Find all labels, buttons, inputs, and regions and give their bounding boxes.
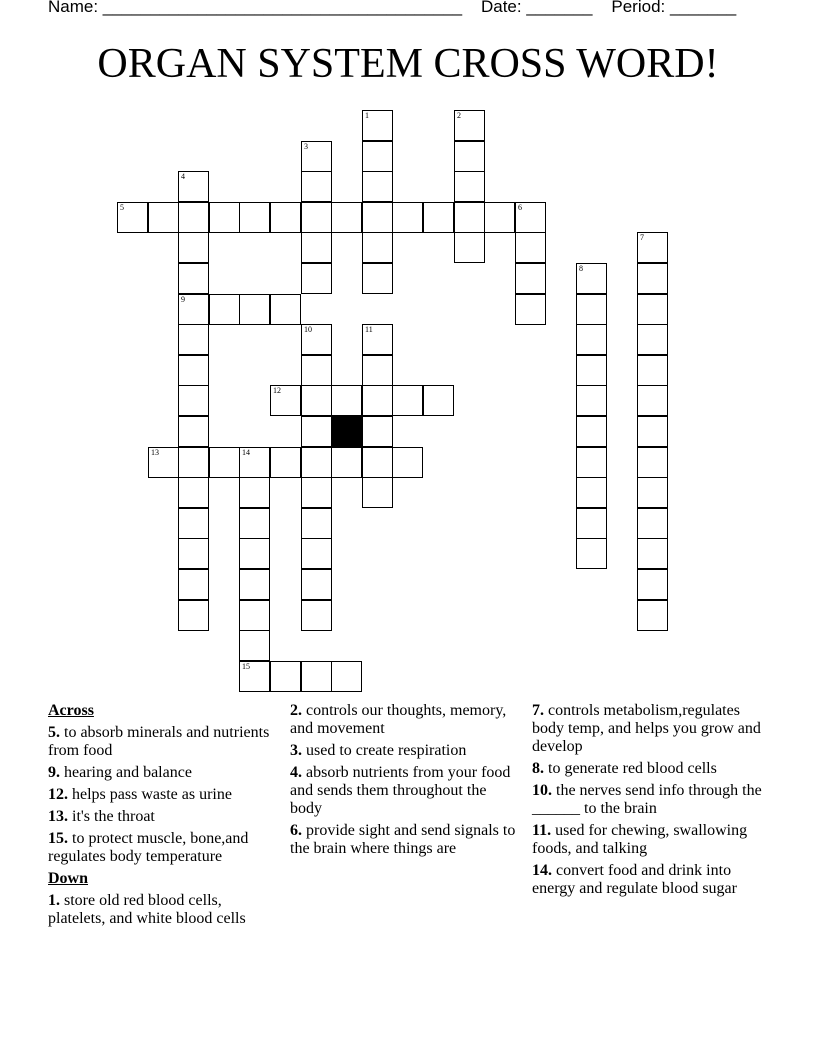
grid-cell[interactable] xyxy=(301,477,332,508)
clue-number-label: 5 xyxy=(120,203,124,212)
grid-cell[interactable] xyxy=(239,569,270,600)
grid-cell[interactable] xyxy=(178,324,209,355)
grid-cell[interactable] xyxy=(454,171,485,202)
grid-cell[interactable] xyxy=(178,294,209,325)
grid-cell[interactable] xyxy=(392,385,423,416)
clue-number-label: 2 xyxy=(457,111,461,120)
grid-cell[interactable] xyxy=(637,447,668,478)
grid-cell[interactable] xyxy=(423,202,454,233)
grid-cell[interactable] xyxy=(576,477,607,508)
clue-across-9 xyxy=(48,764,280,782)
grid-cell[interactable] xyxy=(239,600,270,631)
clue-text: absorb nutrients from your food and sends them throughout the body xyxy=(290,764,511,817)
clue-number: 15. xyxy=(48,830,68,847)
grid-cell[interactable] xyxy=(301,569,332,600)
grid-cell[interactable] xyxy=(331,447,362,478)
grid-cell[interactable] xyxy=(362,110,393,141)
grid-cell[interactable] xyxy=(301,661,332,692)
grid-cell[interactable] xyxy=(178,355,209,386)
clue-number-label: 10 xyxy=(304,325,312,334)
down-heading: Down xyxy=(48,870,89,887)
clue-text: helps pass waste as urine xyxy=(72,786,232,803)
grid-cell[interactable] xyxy=(270,661,301,692)
grid-cell[interactable] xyxy=(178,171,209,202)
grid-cell[interactable] xyxy=(301,232,332,263)
grid-cell[interactable] xyxy=(270,385,301,416)
grid-cell[interactable] xyxy=(454,110,485,141)
grid-cell[interactable] xyxy=(209,202,240,233)
clue-text: used for chewing, swallowing foods, and talking xyxy=(532,822,748,857)
grid-cell[interactable] xyxy=(178,447,209,478)
across-heading: Across xyxy=(48,702,94,719)
grid-cell[interactable] xyxy=(301,385,332,416)
clue-number: 11. xyxy=(532,822,552,839)
grid-cell[interactable] xyxy=(239,538,270,569)
grid-cell[interactable] xyxy=(239,477,270,508)
clue-column-2 xyxy=(290,702,522,862)
clue-number-label: 8 xyxy=(579,264,583,273)
grid-cell[interactable] xyxy=(148,447,179,478)
grid-cell[interactable] xyxy=(362,232,393,263)
clue-down-4 xyxy=(290,764,522,818)
grid-cell[interactable] xyxy=(178,600,209,631)
grid-cell[interactable] xyxy=(637,538,668,569)
grid-cell[interactable] xyxy=(239,630,270,661)
grid-cell[interactable] xyxy=(362,355,393,386)
clue-down-6 xyxy=(290,822,522,858)
clue-across-12 xyxy=(48,786,280,804)
clue-number: 13. xyxy=(48,808,68,825)
grid-cell[interactable] xyxy=(637,355,668,386)
grid-cell[interactable] xyxy=(362,141,393,172)
grid-cell[interactable] xyxy=(301,600,332,631)
clue-number: 6. xyxy=(290,822,302,839)
clue-text: to generate red blood cells xyxy=(548,760,717,777)
grid-cell[interactable] xyxy=(117,202,148,233)
grid-cell[interactable] xyxy=(392,447,423,478)
clue-column-1 xyxy=(48,702,280,932)
grid-cell[interactable] xyxy=(362,263,393,294)
grid-cell[interactable] xyxy=(637,416,668,447)
grid-cell[interactable] xyxy=(362,171,393,202)
clue-text: the nerves send info through the ______ to the brain xyxy=(532,782,762,817)
grid-cell[interactable] xyxy=(209,447,240,478)
grid-cell[interactable] xyxy=(270,202,301,233)
grid-cell[interactable] xyxy=(637,263,668,294)
grid-cell[interactable] xyxy=(454,141,485,172)
grid-cell[interactable] xyxy=(301,508,332,539)
clue-number: 1. xyxy=(48,892,60,909)
grid-cell[interactable] xyxy=(239,661,270,692)
grid-cell[interactable] xyxy=(239,447,270,478)
grid-cell[interactable] xyxy=(515,263,546,294)
grid-cell[interactable] xyxy=(392,202,423,233)
grid-cell[interactable] xyxy=(637,385,668,416)
grid-cell[interactable] xyxy=(576,538,607,569)
clue-number: 9. xyxy=(48,764,60,781)
grid-cell[interactable] xyxy=(484,202,515,233)
grid-cell[interactable] xyxy=(576,355,607,386)
grid-cell[interactable] xyxy=(301,263,332,294)
grid-cell[interactable] xyxy=(576,416,607,447)
grid-cell[interactable] xyxy=(362,324,393,355)
grid-cell[interactable] xyxy=(637,232,668,263)
clue-number: 10. xyxy=(532,782,552,799)
clue-text: to protect muscle, bone,and regulates body temperature xyxy=(48,830,249,865)
grid-cell[interactable] xyxy=(331,661,362,692)
clue-text: convert food and drink into energy and regulate blood sugar xyxy=(532,862,737,897)
clue-number-label: 9 xyxy=(181,295,185,304)
grid-cell[interactable] xyxy=(301,538,332,569)
grid-cell[interactable] xyxy=(637,569,668,600)
clue-across-13 xyxy=(48,808,280,826)
black-cell xyxy=(331,416,362,447)
clue-down-11 xyxy=(532,822,772,858)
clue-text: used to create respiration xyxy=(306,742,467,759)
grid-cell[interactable] xyxy=(331,385,362,416)
grid-cell[interactable] xyxy=(576,294,607,325)
grid-cell[interactable] xyxy=(423,385,454,416)
grid-cell[interactable] xyxy=(637,508,668,539)
grid-cell[interactable] xyxy=(148,202,179,233)
grid-cell[interactable] xyxy=(576,508,607,539)
grid-cell[interactable] xyxy=(301,171,332,202)
clue-number-label: 7 xyxy=(640,233,644,242)
grid-cell[interactable] xyxy=(515,232,546,263)
grid-cell[interactable] xyxy=(454,232,485,263)
clue-number: 5. xyxy=(48,724,60,741)
grid-cell[interactable] xyxy=(178,263,209,294)
grid-cell[interactable] xyxy=(178,232,209,263)
grid-cell[interactable] xyxy=(331,202,362,233)
grid-cell[interactable] xyxy=(178,477,209,508)
clue-down-1 xyxy=(48,892,280,928)
grid-cell[interactable] xyxy=(362,416,393,447)
clue-number-label: 11 xyxy=(365,325,373,334)
grid-cell[interactable] xyxy=(270,447,301,478)
grid-cell[interactable] xyxy=(576,447,607,478)
clue-number-label: 13 xyxy=(151,448,159,457)
grid-cell[interactable] xyxy=(178,202,209,233)
clue-text: to absorb minerals and nutrients from food xyxy=(48,724,270,759)
grid-cell[interactable] xyxy=(362,202,393,233)
grid-cell[interactable] xyxy=(576,263,607,294)
clue-number-label: 14 xyxy=(242,448,250,457)
clue-column-3 xyxy=(532,702,772,902)
grid-cell[interactable] xyxy=(239,202,270,233)
grid-cell[interactable] xyxy=(178,385,209,416)
grid-cell[interactable] xyxy=(301,355,332,386)
clue-text: provide sight and send signals to the brain where things are xyxy=(290,822,516,857)
grid-cell[interactable] xyxy=(362,477,393,508)
grid-cell[interactable] xyxy=(239,294,270,325)
grid-cell[interactable] xyxy=(178,538,209,569)
grid-cell[interactable] xyxy=(637,324,668,355)
clue-down-3 xyxy=(290,742,522,760)
grid-cell[interactable] xyxy=(362,447,393,478)
clue-number: 2. xyxy=(290,702,302,719)
grid-cell[interactable] xyxy=(270,294,301,325)
clue-text: hearing and balance xyxy=(64,764,192,781)
clue-number-label: 12 xyxy=(273,386,281,395)
grid-cell[interactable] xyxy=(178,508,209,539)
grid-cell[interactable] xyxy=(515,294,546,325)
clue-number-label: 6 xyxy=(518,203,522,212)
clue-number-label: 3 xyxy=(304,142,308,151)
clue-down-8 xyxy=(532,760,772,778)
grid-cell[interactable] xyxy=(576,385,607,416)
grid-cell[interactable] xyxy=(239,508,270,539)
grid-cell[interactable] xyxy=(301,324,332,355)
clue-down-14 xyxy=(532,862,772,898)
clue-number: 3. xyxy=(290,742,302,759)
grid-cell[interactable] xyxy=(454,202,485,233)
grid-cell[interactable] xyxy=(301,447,332,478)
clue-down-10 xyxy=(532,782,772,818)
clue-text: controls metabolism,regulates body temp, and helps you grow and develop xyxy=(532,702,761,755)
grid-cell[interactable] xyxy=(301,141,332,172)
clue-number-label: 1 xyxy=(365,111,369,120)
grid-cell[interactable] xyxy=(209,294,240,325)
clue-number-label: 4 xyxy=(181,172,185,181)
grid-cell[interactable] xyxy=(637,600,668,631)
clue-across-15 xyxy=(48,830,280,866)
grid-cell[interactable] xyxy=(178,569,209,600)
clue-down-7 xyxy=(532,702,772,756)
grid-cell[interactable] xyxy=(637,477,668,508)
grid-cell[interactable] xyxy=(362,385,393,416)
clue-number: 12. xyxy=(48,786,68,803)
grid-cell[interactable] xyxy=(301,202,332,233)
clue-text: store old red blood cells, platelets, and white blood cells xyxy=(48,892,246,927)
clue-number: 14. xyxy=(532,862,552,879)
clue-number: 7. xyxy=(532,702,544,719)
clue-across-5 xyxy=(48,724,280,760)
grid-cell[interactable] xyxy=(515,202,546,233)
clue-number: 8. xyxy=(532,760,544,777)
clue-text: it's the throat xyxy=(72,808,155,825)
grid-cell[interactable] xyxy=(576,324,607,355)
clue-number: 4. xyxy=(290,764,302,781)
grid-cell[interactable] xyxy=(637,294,668,325)
clue-text: controls our thoughts, memory, and movement xyxy=(290,702,507,737)
clue-number-label: 15 xyxy=(242,662,250,671)
grid-cell[interactable] xyxy=(301,416,332,447)
grid-cell[interactable] xyxy=(178,416,209,447)
page-title: ORGAN SYSTEM CROSS WORD! xyxy=(97,41,719,87)
header-fields: Name: ______________________________________ Date: _______ Period: _______ xyxy=(48,0,737,16)
clue-down-2 xyxy=(290,702,522,738)
